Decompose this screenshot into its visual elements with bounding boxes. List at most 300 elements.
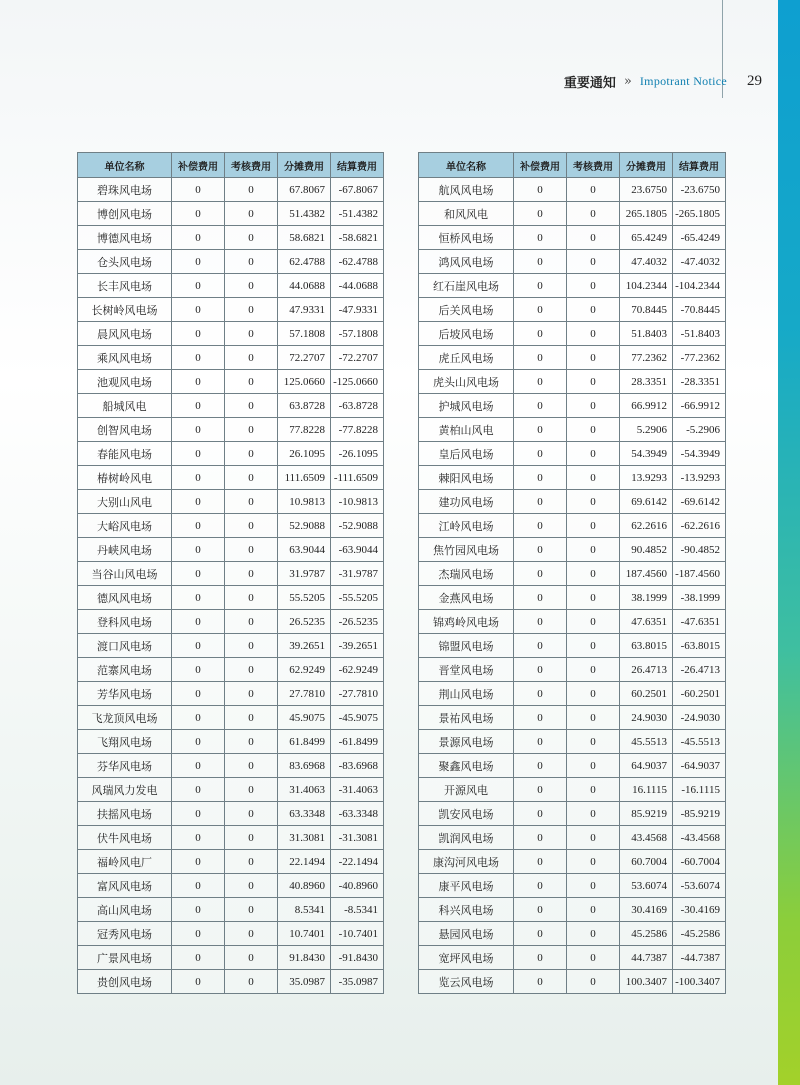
assessment-cell: 0 — [567, 442, 620, 466]
settlement-cell: -65.4249 — [673, 226, 726, 250]
unit-name-cell: 乘风风电场 — [78, 346, 172, 370]
allocation-cell: 62.4788 — [278, 250, 331, 274]
compensation-cell: 0 — [514, 322, 567, 346]
settlement-cell: -90.4852 — [673, 538, 726, 562]
table-row — [419, 658, 726, 682]
assessment-cell: 0 — [567, 538, 620, 562]
table-row — [419, 490, 726, 514]
table-row — [78, 850, 384, 874]
allocation-cell: 26.1095 — [278, 442, 331, 466]
allocation-cell: 10.7401 — [278, 922, 331, 946]
unit-name-cell: 皇后风电场 — [419, 442, 514, 466]
allocation-cell: 69.6142 — [620, 490, 673, 514]
table-row — [78, 370, 384, 394]
table-row — [419, 874, 726, 898]
compensation-cell: 0 — [514, 178, 567, 202]
unit-name-cell: 德风风电场 — [78, 586, 172, 610]
allocation-cell: 111.6509 — [278, 466, 331, 490]
table-row — [78, 946, 384, 970]
allocation-cell: 31.4063 — [278, 778, 331, 802]
compensation-cell: 0 — [514, 706, 567, 730]
allocation-cell: 23.6750 — [620, 178, 673, 202]
compensation-cell: 0 — [514, 466, 567, 490]
settlement-cell: -60.7004 — [673, 850, 726, 874]
allocation-cell: 47.9331 — [278, 298, 331, 322]
table-row — [78, 922, 384, 946]
allocation-cell: 31.3081 — [278, 826, 331, 850]
unit-name-cell: 开源风电 — [419, 778, 514, 802]
table-row — [78, 490, 384, 514]
settlement-cell: -51.8403 — [673, 322, 726, 346]
unit-name-cell: 当谷山风电场 — [78, 562, 172, 586]
table-row — [78, 898, 384, 922]
compensation-cell: 0 — [514, 538, 567, 562]
settlement-cell: -26.4713 — [673, 658, 726, 682]
compensation-cell: 0 — [172, 274, 225, 298]
unit-name-cell: 椿树岭风电 — [78, 466, 172, 490]
unit-name-cell: 大峪风电场 — [78, 514, 172, 538]
table-row — [419, 442, 726, 466]
unit-name-cell: 池观风电场 — [78, 370, 172, 394]
allocation-cell: 39.2651 — [278, 634, 331, 658]
compensation-cell: 0 — [172, 874, 225, 898]
assessment-cell: 0 — [567, 514, 620, 538]
compensation-cell: 0 — [172, 754, 225, 778]
unit-name-cell: 高山风电场 — [78, 898, 172, 922]
unit-name-cell: 建功风电场 — [419, 490, 514, 514]
table-row — [78, 274, 384, 298]
allocation-cell: 60.7004 — [620, 850, 673, 874]
assessment-cell: 0 — [225, 970, 278, 994]
allocation-cell: 43.4568 — [620, 826, 673, 850]
settlement-cell: -31.4063 — [331, 778, 384, 802]
table-row — [78, 970, 384, 994]
unit-name-cell: 黄柏山风电 — [419, 418, 514, 442]
allocation-cell: 47.6351 — [620, 610, 673, 634]
unit-name-cell: 和风风电 — [419, 202, 514, 226]
settlement-cell: -60.2501 — [673, 682, 726, 706]
table-row — [78, 178, 384, 202]
assessment-cell: 0 — [225, 634, 278, 658]
table-row — [419, 538, 726, 562]
unit-name-cell: 凯安风电场 — [419, 802, 514, 826]
assessment-cell: 0 — [225, 466, 278, 490]
table-row — [78, 442, 384, 466]
settlement-cell: -63.8015 — [673, 634, 726, 658]
fee-table-left — [77, 152, 384, 994]
compensation-cell: 0 — [514, 562, 567, 586]
unit-name-cell: 飞翔风电场 — [78, 730, 172, 754]
compensation-cell: 0 — [172, 322, 225, 346]
table-row — [419, 562, 726, 586]
settlement-cell: -8.5341 — [331, 898, 384, 922]
unit-name-cell: 康平风电场 — [419, 874, 514, 898]
settlement-cell: -39.2651 — [331, 634, 384, 658]
assessment-cell: 0 — [225, 658, 278, 682]
allocation-cell: 72.2707 — [278, 346, 331, 370]
settlement-cell: -47.9331 — [331, 298, 384, 322]
table-row — [78, 226, 384, 250]
table-row — [78, 634, 384, 658]
unit-name-cell: 焦竹园风电场 — [419, 538, 514, 562]
unit-name-cell: 广景风电场 — [78, 946, 172, 970]
allocation-cell: 62.9249 — [278, 658, 331, 682]
allocation-cell: 35.0987 — [278, 970, 331, 994]
assessment-cell: 0 — [225, 442, 278, 466]
table-row — [78, 874, 384, 898]
settlement-cell: -35.0987 — [331, 970, 384, 994]
assessment-cell: 0 — [567, 298, 620, 322]
table-row — [419, 682, 726, 706]
compensation-cell: 0 — [514, 898, 567, 922]
allocation-cell: 30.4169 — [620, 898, 673, 922]
unit-name-cell: 护城风电场 — [419, 394, 514, 418]
assessment-cell: 0 — [567, 586, 620, 610]
compensation-cell: 0 — [514, 370, 567, 394]
section-subtitle: Impotrant Notice — [639, 73, 727, 88]
allocation-cell: 5.2906 — [620, 418, 673, 442]
assessment-cell: 0 — [567, 658, 620, 682]
assessment-cell: 0 — [567, 946, 620, 970]
assessment-cell: 0 — [225, 250, 278, 274]
allocation-cell: 22.1494 — [278, 850, 331, 874]
table-row — [419, 346, 726, 370]
allocation-cell: 104.2344 — [620, 274, 673, 298]
settlement-cell: -30.4169 — [673, 898, 726, 922]
unit-name-cell: 范寨风电场 — [78, 658, 172, 682]
col-header-unit-name: 单位名称 — [419, 153, 514, 178]
settlement-cell: -63.8728 — [331, 394, 384, 418]
unit-name-cell: 凯润风电场 — [419, 826, 514, 850]
allocation-cell: 91.8430 — [278, 946, 331, 970]
allocation-cell: 90.4852 — [620, 538, 673, 562]
unit-name-cell: 飞龙顶风电场 — [78, 706, 172, 730]
assessment-cell: 0 — [225, 394, 278, 418]
compensation-cell: 0 — [514, 730, 567, 754]
assessment-cell: 0 — [567, 850, 620, 874]
compensation-cell: 0 — [514, 802, 567, 826]
table-row — [419, 514, 726, 538]
assessment-cell: 0 — [567, 682, 620, 706]
table-row — [78, 322, 384, 346]
table-row — [419, 802, 726, 826]
table-row — [78, 538, 384, 562]
unit-name-cell: 大别山风电 — [78, 490, 172, 514]
unit-name-cell: 仓头风电场 — [78, 250, 172, 274]
unit-name-cell: 博创风电场 — [78, 202, 172, 226]
allocation-cell: 85.9219 — [620, 802, 673, 826]
assessment-cell: 0 — [225, 514, 278, 538]
unit-name-cell: 风瑞风力发电 — [78, 778, 172, 802]
settlement-cell: -100.3407 — [673, 970, 726, 994]
assessment-cell: 0 — [225, 802, 278, 826]
settlement-cell: -83.6968 — [331, 754, 384, 778]
settlement-cell: -31.3081 — [331, 826, 384, 850]
table-row — [78, 778, 384, 802]
settlement-cell: -77.2362 — [673, 346, 726, 370]
col-header-allocation: 分摊费用 — [620, 153, 673, 178]
assessment-cell: 0 — [225, 562, 278, 586]
assessment-cell: 0 — [567, 874, 620, 898]
unit-name-cell: 船城风电 — [78, 394, 172, 418]
compensation-cell: 0 — [514, 850, 567, 874]
allocation-cell: 63.8015 — [620, 634, 673, 658]
allocation-cell: 60.2501 — [620, 682, 673, 706]
assessment-cell: 0 — [567, 346, 620, 370]
compensation-cell: 0 — [172, 346, 225, 370]
assessment-cell: 0 — [225, 874, 278, 898]
unit-name-cell: 红石崖风电场 — [419, 274, 514, 298]
table-row — [419, 898, 726, 922]
assessment-cell: 0 — [567, 754, 620, 778]
settlement-cell: -38.1999 — [673, 586, 726, 610]
table-row — [419, 922, 726, 946]
unit-name-cell: 虎丘风电场 — [419, 346, 514, 370]
table-row — [419, 850, 726, 874]
allocation-cell: 51.4382 — [278, 202, 331, 226]
table-row — [78, 514, 384, 538]
col-header-settlement: 结算费用 — [673, 153, 726, 178]
assessment-cell: 0 — [567, 610, 620, 634]
settlement-cell: -52.9088 — [331, 514, 384, 538]
assessment-cell: 0 — [225, 850, 278, 874]
compensation-cell: 0 — [172, 802, 225, 826]
settlement-cell: -13.9293 — [673, 466, 726, 490]
compensation-cell: 0 — [172, 418, 225, 442]
settlement-cell: -70.8445 — [673, 298, 726, 322]
table-row — [419, 946, 726, 970]
table-row — [78, 394, 384, 418]
table-row — [78, 250, 384, 274]
unit-name-cell: 江岭风电场 — [419, 514, 514, 538]
table-row — [419, 370, 726, 394]
allocation-cell: 63.9044 — [278, 538, 331, 562]
settlement-cell: -47.4032 — [673, 250, 726, 274]
table-header-row — [419, 153, 726, 178]
allocation-cell: 40.8960 — [278, 874, 331, 898]
allocation-cell: 77.2362 — [620, 346, 673, 370]
unit-name-cell: 创智风电场 — [78, 418, 172, 442]
unit-name-cell: 碧珠风电场 — [78, 178, 172, 202]
allocation-cell: 44.7387 — [620, 946, 673, 970]
settlement-cell: -265.1805 — [673, 202, 726, 226]
settlement-cell: -26.5235 — [331, 610, 384, 634]
settlement-cell: -45.9075 — [331, 706, 384, 730]
compensation-cell: 0 — [514, 490, 567, 514]
settlement-cell: -64.9037 — [673, 754, 726, 778]
unit-name-cell: 伏牛风电场 — [78, 826, 172, 850]
unit-name-cell: 芳华风电场 — [78, 682, 172, 706]
compensation-cell: 0 — [172, 850, 225, 874]
unit-name-cell: 福岭风电厂 — [78, 850, 172, 874]
compensation-cell: 0 — [514, 874, 567, 898]
settlement-cell: -31.9787 — [331, 562, 384, 586]
assessment-cell: 0 — [567, 706, 620, 730]
assessment-cell: 0 — [567, 970, 620, 994]
compensation-cell: 0 — [514, 250, 567, 274]
compensation-cell: 0 — [172, 226, 225, 250]
col-header-settlement: 结算费用 — [331, 153, 384, 178]
settlement-cell: -27.7810 — [331, 682, 384, 706]
unit-name-cell: 后关风电场 — [419, 298, 514, 322]
allocation-cell: 10.9813 — [278, 490, 331, 514]
assessment-cell: 0 — [567, 802, 620, 826]
allocation-cell: 27.7810 — [278, 682, 331, 706]
settlement-cell: -187.4560 — [673, 562, 726, 586]
unit-name-cell: 冠秀风电场 — [78, 922, 172, 946]
assessment-cell: 0 — [225, 730, 278, 754]
compensation-cell: 0 — [172, 682, 225, 706]
unit-name-cell: 景祐风电场 — [419, 706, 514, 730]
unit-name-cell: 后坡风电场 — [419, 322, 514, 346]
allocation-cell: 47.4032 — [620, 250, 673, 274]
compensation-cell: 0 — [514, 202, 567, 226]
compensation-cell: 0 — [514, 442, 567, 466]
settlement-cell: -104.2344 — [673, 274, 726, 298]
settlement-cell: -51.4382 — [331, 202, 384, 226]
col-header-unit-name: 单位名称 — [78, 153, 172, 178]
table-row — [419, 706, 726, 730]
table-row — [419, 778, 726, 802]
assessment-cell: 0 — [567, 562, 620, 586]
settlement-cell: -44.7387 — [673, 946, 726, 970]
table-row — [78, 562, 384, 586]
assessment-cell: 0 — [567, 922, 620, 946]
fee-table-right — [418, 152, 726, 994]
unit-name-cell: 虎头山风电场 — [419, 370, 514, 394]
unit-name-cell: 恒桥风电场 — [419, 226, 514, 250]
settlement-cell: -23.6750 — [673, 178, 726, 202]
assessment-cell: 0 — [225, 178, 278, 202]
settlement-cell: -28.3351 — [673, 370, 726, 394]
allocation-cell: 51.8403 — [620, 322, 673, 346]
compensation-cell: 0 — [514, 418, 567, 442]
assessment-cell: 0 — [225, 682, 278, 706]
allocation-cell: 65.4249 — [620, 226, 673, 250]
compensation-cell: 0 — [514, 610, 567, 634]
compensation-cell: 0 — [172, 898, 225, 922]
chevron-right-icon: » — [623, 73, 632, 89]
compensation-cell: 0 — [514, 394, 567, 418]
assessment-cell: 0 — [567, 898, 620, 922]
assessment-cell: 0 — [567, 490, 620, 514]
settlement-cell: -43.4568 — [673, 826, 726, 850]
unit-name-cell: 杰瑞风电场 — [419, 562, 514, 586]
allocation-cell: 125.0660 — [278, 370, 331, 394]
settlement-cell: -26.1095 — [331, 442, 384, 466]
assessment-cell: 0 — [567, 634, 620, 658]
assessment-cell: 0 — [225, 226, 278, 250]
assessment-cell: 0 — [225, 298, 278, 322]
settlement-cell: -62.9249 — [331, 658, 384, 682]
compensation-cell: 0 — [514, 682, 567, 706]
unit-name-cell: 扶摇风电场 — [78, 802, 172, 826]
table-row — [78, 658, 384, 682]
side-color-bar — [778, 0, 800, 1085]
allocation-cell: 57.1808 — [278, 322, 331, 346]
compensation-cell: 0 — [172, 250, 225, 274]
section-title: 重要通知 — [563, 75, 616, 91]
table-row — [419, 466, 726, 490]
unit-name-cell: 航风风电场 — [419, 178, 514, 202]
allocation-cell: 8.5341 — [278, 898, 331, 922]
allocation-cell: 26.5235 — [278, 610, 331, 634]
settlement-cell: -111.6509 — [331, 466, 384, 490]
table-row — [78, 586, 384, 610]
unit-name-cell: 丹峡风电场 — [78, 538, 172, 562]
settlement-cell: -10.9813 — [331, 490, 384, 514]
unit-name-cell: 渡口风电场 — [78, 634, 172, 658]
unit-name-cell: 览云风电场 — [419, 970, 514, 994]
unit-name-cell: 聚鑫风电场 — [419, 754, 514, 778]
table-row — [419, 730, 726, 754]
unit-name-cell: 悬园风电场 — [419, 922, 514, 946]
settlement-cell: -5.2906 — [673, 418, 726, 442]
table-row — [419, 610, 726, 634]
table-row — [419, 754, 726, 778]
compensation-cell: 0 — [172, 394, 225, 418]
settlement-cell: -66.9912 — [673, 394, 726, 418]
table-row — [78, 754, 384, 778]
allocation-cell: 31.9787 — [278, 562, 331, 586]
unit-name-cell: 康沟河风电场 — [419, 850, 514, 874]
assessment-cell: 0 — [567, 466, 620, 490]
compensation-cell: 0 — [514, 298, 567, 322]
unit-name-cell: 鸿风风电场 — [419, 250, 514, 274]
table-row — [419, 826, 726, 850]
table-row — [78, 346, 384, 370]
assessment-cell: 0 — [567, 826, 620, 850]
unit-name-cell: 锦盟风电场 — [419, 634, 514, 658]
unit-name-cell: 晋堂风电场 — [419, 658, 514, 682]
assessment-cell: 0 — [567, 274, 620, 298]
allocation-cell: 44.0688 — [278, 274, 331, 298]
assessment-cell: 0 — [225, 922, 278, 946]
table-row — [78, 418, 384, 442]
settlement-cell: -62.2616 — [673, 514, 726, 538]
compensation-cell: 0 — [172, 202, 225, 226]
table-row — [419, 298, 726, 322]
settlement-cell: -77.8228 — [331, 418, 384, 442]
unit-name-cell: 长树岭风电场 — [78, 298, 172, 322]
assessment-cell: 0 — [225, 610, 278, 634]
table-row — [78, 610, 384, 634]
compensation-cell: 0 — [172, 610, 225, 634]
allocation-cell: 62.2616 — [620, 514, 673, 538]
col-header-assessment: 考核费用 — [225, 153, 278, 178]
settlement-cell: -24.9030 — [673, 706, 726, 730]
compensation-cell: 0 — [514, 634, 567, 658]
settlement-cell: -85.9219 — [673, 802, 726, 826]
table-row — [419, 226, 726, 250]
table-row — [78, 202, 384, 226]
settlement-cell: -16.1115 — [673, 778, 726, 802]
compensation-cell: 0 — [172, 778, 225, 802]
col-header-compensation: 补偿费用 — [172, 153, 225, 178]
settlement-cell: -54.3949 — [673, 442, 726, 466]
unit-name-cell: 博德风电场 — [78, 226, 172, 250]
compensation-cell: 0 — [172, 658, 225, 682]
assessment-cell: 0 — [225, 418, 278, 442]
allocation-cell: 100.3407 — [620, 970, 673, 994]
assessment-cell: 0 — [225, 586, 278, 610]
compensation-cell: 0 — [514, 922, 567, 946]
compensation-cell: 0 — [514, 970, 567, 994]
table-row — [78, 682, 384, 706]
allocation-cell: 55.5205 — [278, 586, 331, 610]
allocation-cell: 13.9293 — [620, 466, 673, 490]
unit-name-cell: 芬华风电场 — [78, 754, 172, 778]
